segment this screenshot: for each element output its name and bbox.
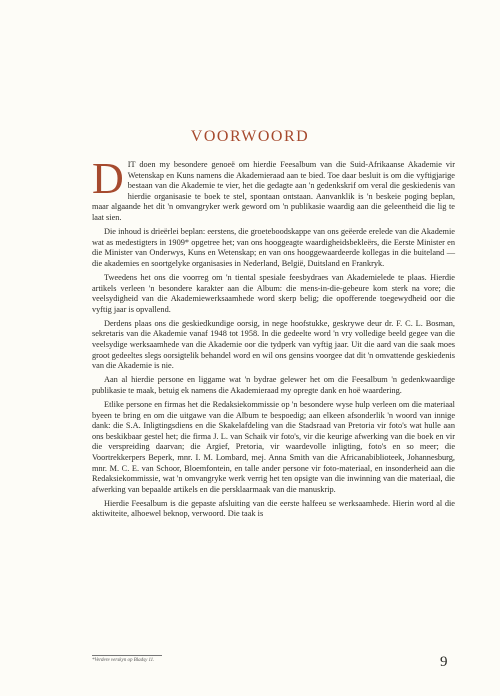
body-text [92,154,455,524]
paragraph-4: Derdens plaas ons die geskiedkundige oorsig, in nege hoofstukke, geskrywe deur dr. F. C. L. Bosman, sekretaris van die Akademie vanaf 1948 tot 1958. In die gedeelte word 'n vry volledige beeld gegee van die veelsydige werksaamhede van die Akademie oor die tydperk van vyftig jaar. Uit die aard van die saak moes groot gedeeltes slegs oorsigtelik behandel word en wil ons gensins voorgee dat dit 'n omvattende geskiedenis van die Akademie is nie. [92,318,455,371]
paragraph-6: Etlike persone en firmas het die Redaksiekommissie op 'n besondere wyse hulp verleen om die materiaal byeen te bring en om die uitgawe van die Album te bespoedig; aan elkeen afsonderlik 'n woord van innige dank: die S.A. Inligtingsdiens en die Skakelafdeling van die Stadsraad van Pretoria vir foto's wat hulle aan ons beskikbaar gestel het; die firma J. L. van Schaik vir foto's, vir die keurige afwerking van die boek en vir die verspreiding daarvan; die Argief, Pretoria, vir waardevolle inligting, foto's en so meer; die Voortrekkerpers Beperk, mnr. I. M. Lombard, mej. Anna Smith van die Africanabiblioteek, Johannesburg, mnr. M. C. E. van Schoor, Bloemfontein, en talle ander persone vir foto-materiaal, en insonderheid aan die Redaksiekommissie, wat 'n omvangryke werk verrig het ten opsigte van die inwinning van die materiaal, die afwerking van bepaalde artikels en die persklaarmaak van die manuskrip. [92,399,455,494]
page-title: VOORWOORD [190,128,310,145]
footnote-divider [92,655,162,656]
paragraph-1-text: IT doen my besondere genoeë om hierdie Feesalbum van die Suid-Afrikaanse Akademie vir Wetenskap en Kuns namens die Akademieraad aan te bied. Toe daar besluit is om die vyftigjarige bestaan van die Akademie te vier, het die gedagte aan 'n gedenkskrif om veral die geskiedenis van hierdie organisasie te boek te stel, spontaan ontstaan. Aanvanklik is 'n beskeie poging beplan, maar algaande het dit 'n omvangryker werk geword om 'n publikasie waardig aan die geleentheid die lig te laat sien. [92,160,455,222]
paragraph-1 [92,154,455,224]
drop-cap: D [92,154,124,203]
paragraph-3: Tweedens het ons die voorreg om 'n tiental spesiale feesbydraes van Akademielede te plaas. Hierdie artikels verleen 'n besondere karakter aan die Album: die mens-in-die-gebeure kom sterk na vore; die veelsydigheid van die Akademiewerksaamhede word skerp belig; die opofferende toegewydheid oor die vyftig jaar is opvallend. [92,272,455,314]
page-number: 9 [440,654,448,670]
footnote: *Verdere verskyn op Bladsy 11. [92,658,155,663]
paragraph-2: Die inhoud is drieërlei beplan: eerstens, die groeteboodskappe van ons geëerde erelede van die Akademie wat as medestigters in 1909* opgetree het; van ons hooggeagte waardigheidsbekleërs, die Eerste Minister en die Minister van Onderwys, Kuns en Wetenskap; en van ons hooggewaardeerde kollegas in die buiteland — die akademies en soortgelyke organisasies in Nederland, België, Duitsland en Frankryk. [92,227,455,268]
paragraph-7: Hierdie Feesalbum is die gepaste afsluiting van die eerste halfeeu se werksaamhede. Hierin word al die aktiwiteite, alhoewel beknop, verwoord. Die taak is [92,498,455,519]
paragraph-5: Aan al hierdie persone en liggame wat 'n bydrae gelewer het om die Feesalbum 'n gedenkwaardige publikasie te maak, betuig ek namens die Akademieraad my opregte dank en hoë waardering. [92,375,455,395]
